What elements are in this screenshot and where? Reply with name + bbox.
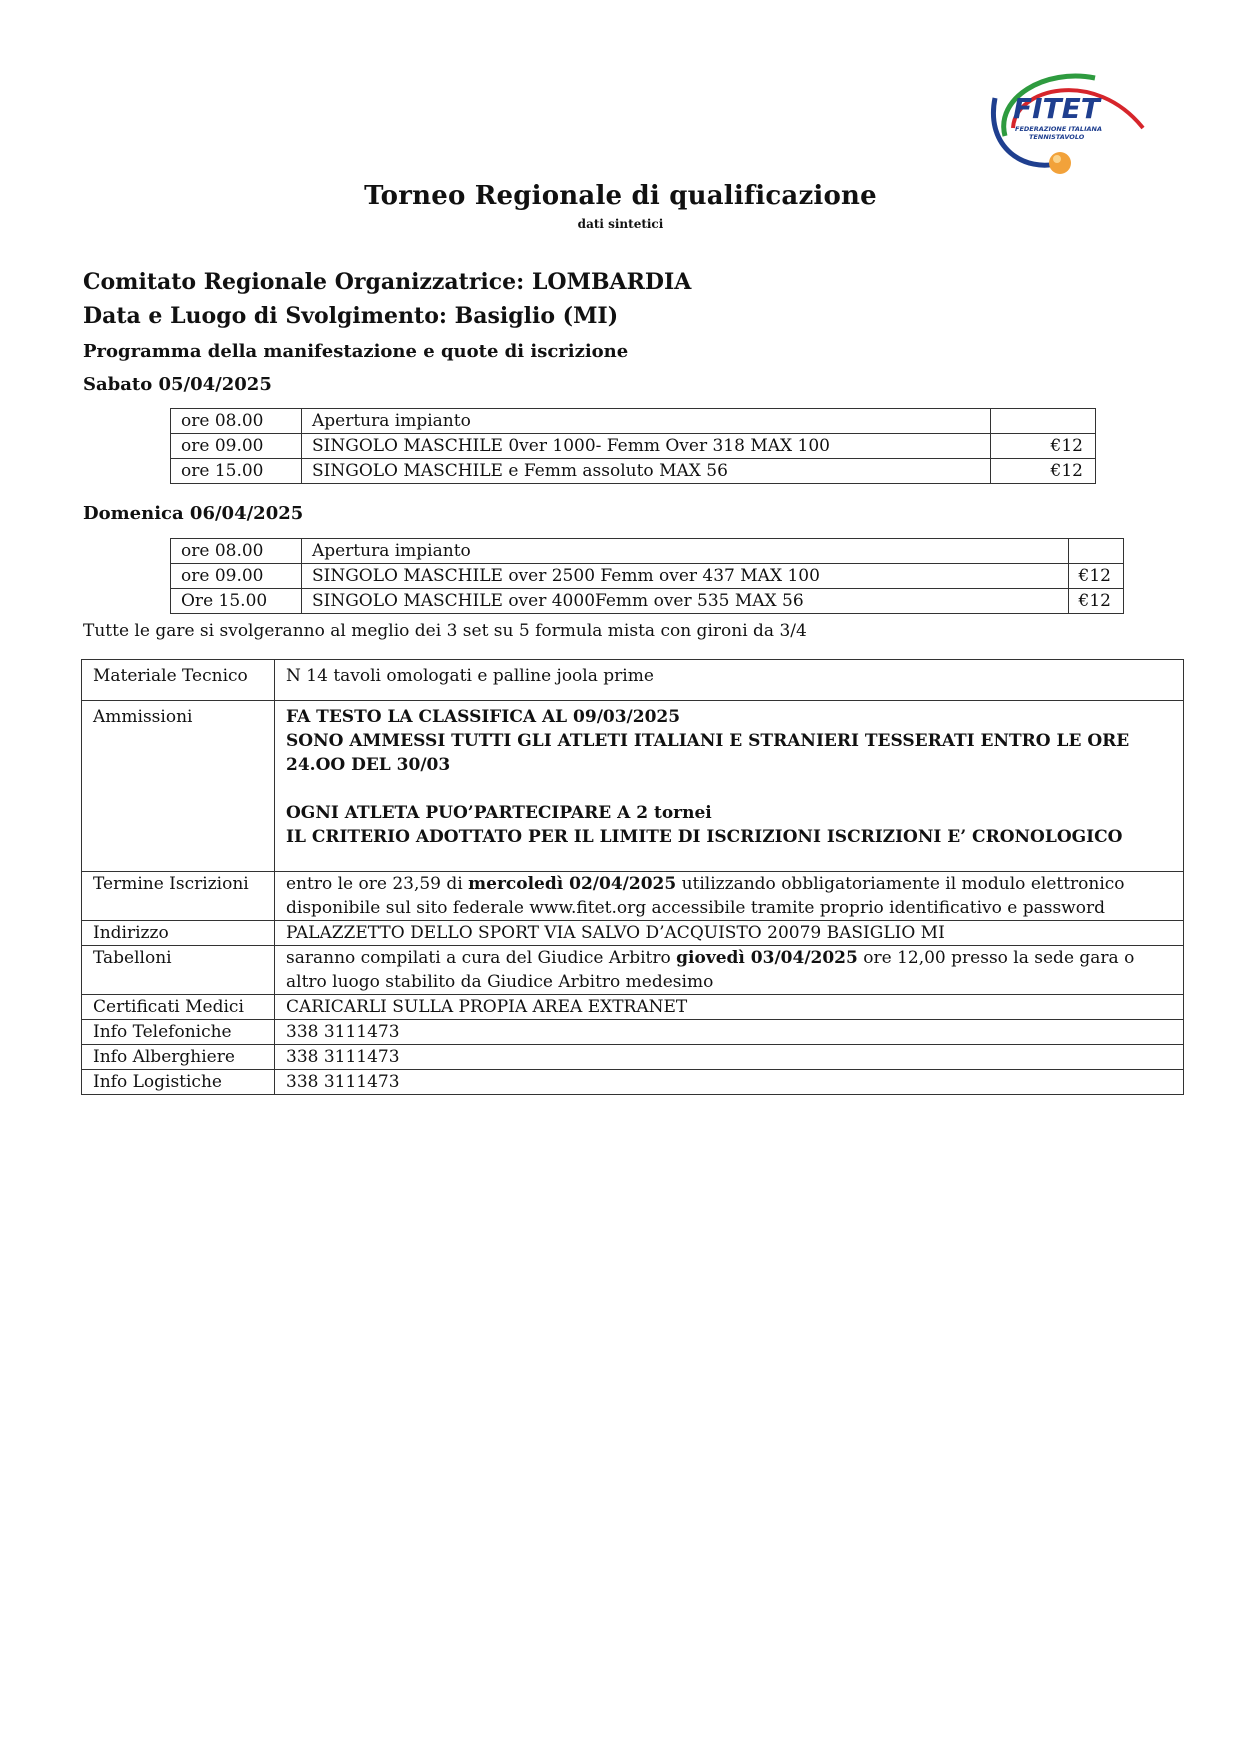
logo-subtext-2: TENNISTAVOLO [1029,133,1085,141]
info-table [81,659,1184,1095]
info-value-telefoniche: 338 3111473 [275,1020,1184,1045]
fitet-logo [985,58,1155,178]
info-value-logistiche: 338 3111473 [275,1070,1184,1095]
schedule-event: Apertura impianto [302,409,991,434]
logo-subtext-1: FEDERAZIONE ITALIANA [1015,125,1102,133]
table-row [171,434,1096,459]
table-row [82,1070,1184,1095]
tabelloni-date: giovedì 03/04/2025 [676,948,858,968]
info-label-materiale: Materiale Tecnico [82,660,275,701]
schedule-price: €12 [1068,564,1123,589]
schedule-event: SINGOLO MASCHILE over 4000Femm over 535 MAX 56 [301,589,1068,614]
page-subtitle: dati sintetici [577,217,664,231]
table-row [82,1020,1184,1045]
table-row [82,921,1184,946]
ammissioni-line-3: OGNI ATLETA PUO’PARTECIPARE A 2 tornei [286,803,712,823]
table-row [171,409,1096,434]
table-row [82,995,1184,1020]
schedule-price: €12 [1068,589,1123,614]
sunday-heading: Domenica 06/04/2025 [83,503,304,524]
info-value-certificati: CARICARLI SULLA PROPIA AREA EXTRANET [275,995,1184,1020]
page-title: Torneo Regionale di qualificazione [364,181,877,211]
schedule-price: €12 [991,459,1096,484]
info-label-tabelloni: Tabelloni [82,946,275,995]
info-label-termine: Termine Iscrizioni [82,872,275,921]
info-value-materiale: N 14 tavoli omologati e palline joola prime [275,660,1184,701]
schedule-event: Apertura impianto [301,539,1068,564]
schedule-price [991,409,1096,434]
comitato-heading: Comitato Regionale Organizzatrice: LOMBARDIA [83,269,692,295]
formula-note: Tutte le gare si svolgeranno al meglio dei 3 set su 5 formula mista con gironi da 3/4 [83,621,807,641]
info-label-telefoniche: Info Telefoniche [82,1020,275,1045]
schedule-time: ore 09.00 [171,434,302,459]
luogo-heading: Data e Luogo di Svolgimento: Basiglio (MI) [83,303,619,329]
info-value-indirizzo: PALAZZETTO DELLO SPORT VIA SALVO D’ACQUISTO 20079 BASIGLIO MI [275,921,1184,946]
logo-ball [1049,152,1071,174]
schedule-event: SINGOLO MASCHILE 0ver 1000- Femm Over 318 MAX 100 [302,434,991,459]
table-row [82,1045,1184,1070]
ammissioni-line-4: IL CRITERIO ADOTTATO PER IL LIMITE DI ISCRIZIONI ISCRIZIONI E’ CRONOLOGICO [286,827,1123,847]
schedule-time: Ore 15.00 [171,589,302,614]
table-row [82,701,1184,872]
programma-heading: Programma della manifestazione e quote di iscrizione [83,341,629,362]
schedule-event: SINGOLO MASCHILE e Femm assoluto MAX 56 [302,459,991,484]
ammissioni-line-2: SONO AMMESSI TUTTI GLI ATLETI ITALIANI E STRANIERI TESSERATI ENTRO LE ORE 24.OO DEL 30/03 [286,731,1130,775]
info-label-ammissioni: Ammissioni [82,701,275,872]
sunday-schedule-table [170,538,1124,614]
info-value-tabelloni: saranno compilati a cura del Giudice Arbitro giovedì 03/04/2025 ore 12,00 presso la sede gara o altro luogo stabilito da Giudice Arbitro medesimo [275,946,1184,995]
table-row [171,589,1124,614]
info-label-certificati: Certificati Medici [82,995,275,1020]
schedule-time: ore 08.00 [171,409,302,434]
schedule-time: ore 15.00 [171,459,302,484]
info-label-alberghiere: Info Alberghiere [82,1045,275,1070]
schedule-price: €12 [991,434,1096,459]
schedule-time: ore 08.00 [171,539,302,564]
table-row [171,459,1096,484]
info-label-logistiche: Info Logistiche [82,1070,275,1095]
termine-date: mercoledì 02/04/2025 [468,874,677,894]
schedule-time: ore 09.00 [171,564,302,589]
ammissioni-line-1: FA TESTO LA CLASSIFICA AL 09/03/2025 [286,707,681,727]
schedule-event: SINGOLO MASCHILE over 2500 Femm over 437 MAX 100 [301,564,1068,589]
info-value-alberghiere: 338 3111473 [275,1045,1184,1070]
info-label-indirizzo: Indirizzo [82,921,275,946]
table-row [171,564,1124,589]
info-value-ammissioni [275,701,1184,872]
table-row [82,872,1184,921]
info-value-termine: entro le ore 23,59 di mercoledì 02/04/2025 utilizzando obbligatoriamente il modulo elettronico disponibile sul sito federale www.fitet.org accessibile tramite proprio identificativo e password [275,872,1184,921]
saturday-schedule-table [170,408,1096,484]
logo-text: FITET [1013,92,1100,125]
table-row [82,946,1184,995]
schedule-price [1068,539,1123,564]
table-row [171,539,1124,564]
table-row [82,660,1184,701]
saturday-heading: Sabato 05/04/2025 [83,374,272,395]
